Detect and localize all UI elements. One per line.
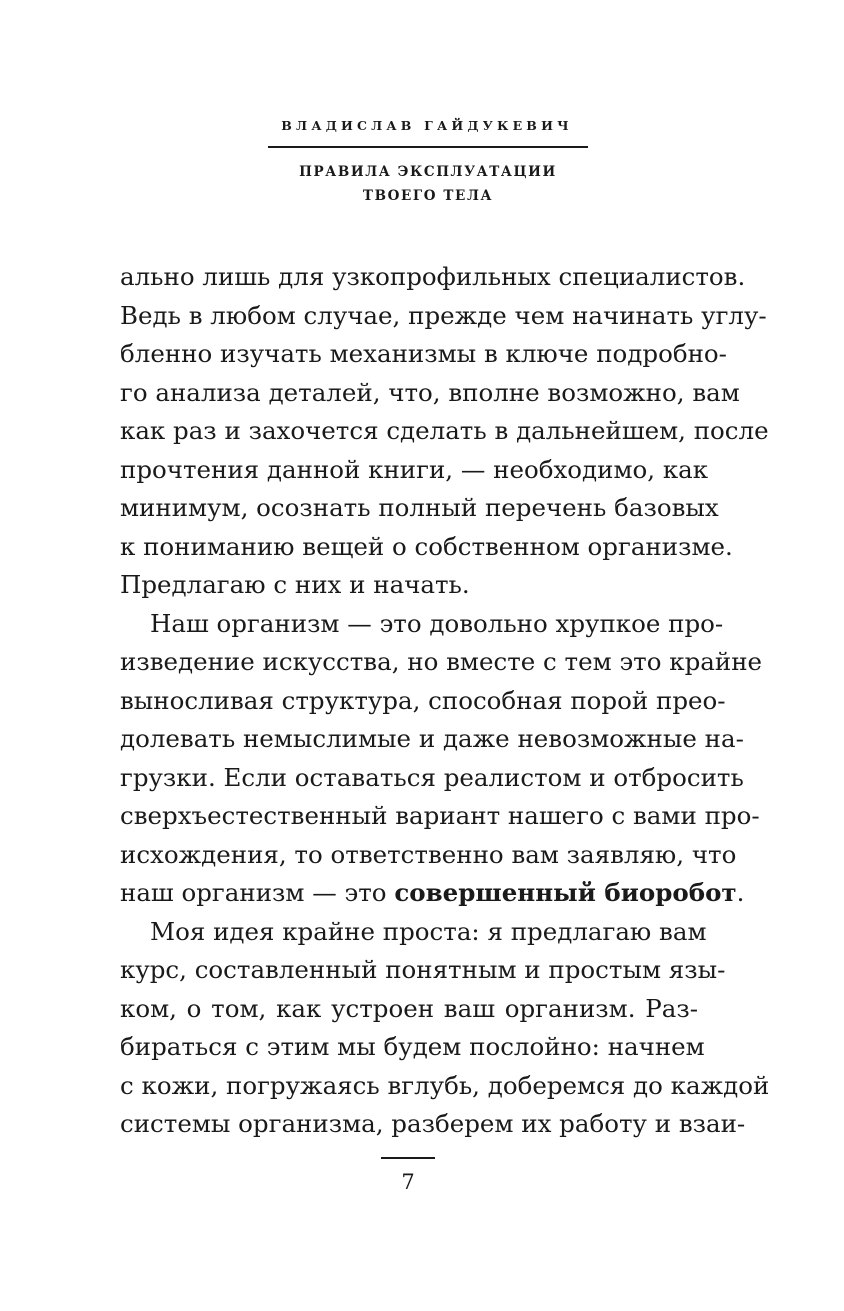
- text-line: системы организма, разберем их работу и взаи-: [120, 1109, 746, 1138]
- text-line: исхождения, то ответственно вам заявляю, что: [120, 839, 737, 869]
- running-header: [0, 116, 844, 208]
- text-line: бленно изучать механизмы в ключе подробно-: [120, 339, 727, 368]
- text-line: прочтения данной книги, — необходимо, как: [120, 454, 709, 484]
- author-name: ВЛАДИСЛАВ ГАЙДУКЕВИЧ: [281, 118, 573, 133]
- text-line: ком, о том, как устроен ваш организм. Раз-: [120, 993, 698, 1023]
- book-title-line-1: ПРАВИЛА ЭКСПЛУАТАЦИИ: [299, 164, 557, 180]
- text-line: бираться с этим мы будем послойно: начнем: [120, 1032, 705, 1061]
- text-line: как раз и захочется сделать в дальнейшем, после: [120, 416, 769, 445]
- bold-term: совершенный биоробот: [394, 878, 737, 907]
- text-line: ально лишь для узкопрофильных специалистов.: [120, 262, 746, 291]
- book-title: [0, 160, 844, 208]
- text-line: Предлагаю с них и начать.: [120, 570, 470, 599]
- text-line: Моя идея крайне проста: я предлагаю вам: [150, 916, 707, 946]
- text-line: Наш организм — это довольно хрупкое про-: [150, 608, 724, 638]
- text-fragment: наш организм — это: [120, 878, 395, 907]
- footer-divider: [381, 1157, 435, 1159]
- header-divider: [268, 146, 588, 148]
- text-line: [120, 874, 745, 913]
- text-line: к пониманию вещей о собственном организме.: [120, 531, 733, 561]
- text-line: минимум, осознать полный перечень базовых: [120, 493, 719, 522]
- book-title-line-2: ТВОЕГО ТЕЛА: [362, 188, 494, 204]
- text-line: с кожи, погружаясь вглубь, доберемся до каждой: [120, 1070, 770, 1100]
- text-fragment: .: [736, 878, 745, 907]
- text-line: изведение искусства, но вместе с тем это крайне: [120, 647, 763, 676]
- text-line: сверхъестественный вариант нашего с вами про-: [120, 801, 760, 830]
- body-text: [120, 258, 770, 1144]
- page-number: 7: [401, 1170, 415, 1194]
- text-line: грузки. Если оставаться реалистом и отбросить: [120, 762, 744, 792]
- text-line: го анализа деталей, что, вполне возможно, вам: [120, 377, 740, 407]
- text-line: выносливая структура, способная порой прео-: [120, 685, 726, 715]
- text-line: курс, составленный понятным и простым язы-: [120, 955, 726, 984]
- text-line: долевать немыслимые и даже невозможные на-: [120, 724, 744, 753]
- text-line: Ведь в любом случае, прежде чем начинать углу-: [120, 300, 767, 330]
